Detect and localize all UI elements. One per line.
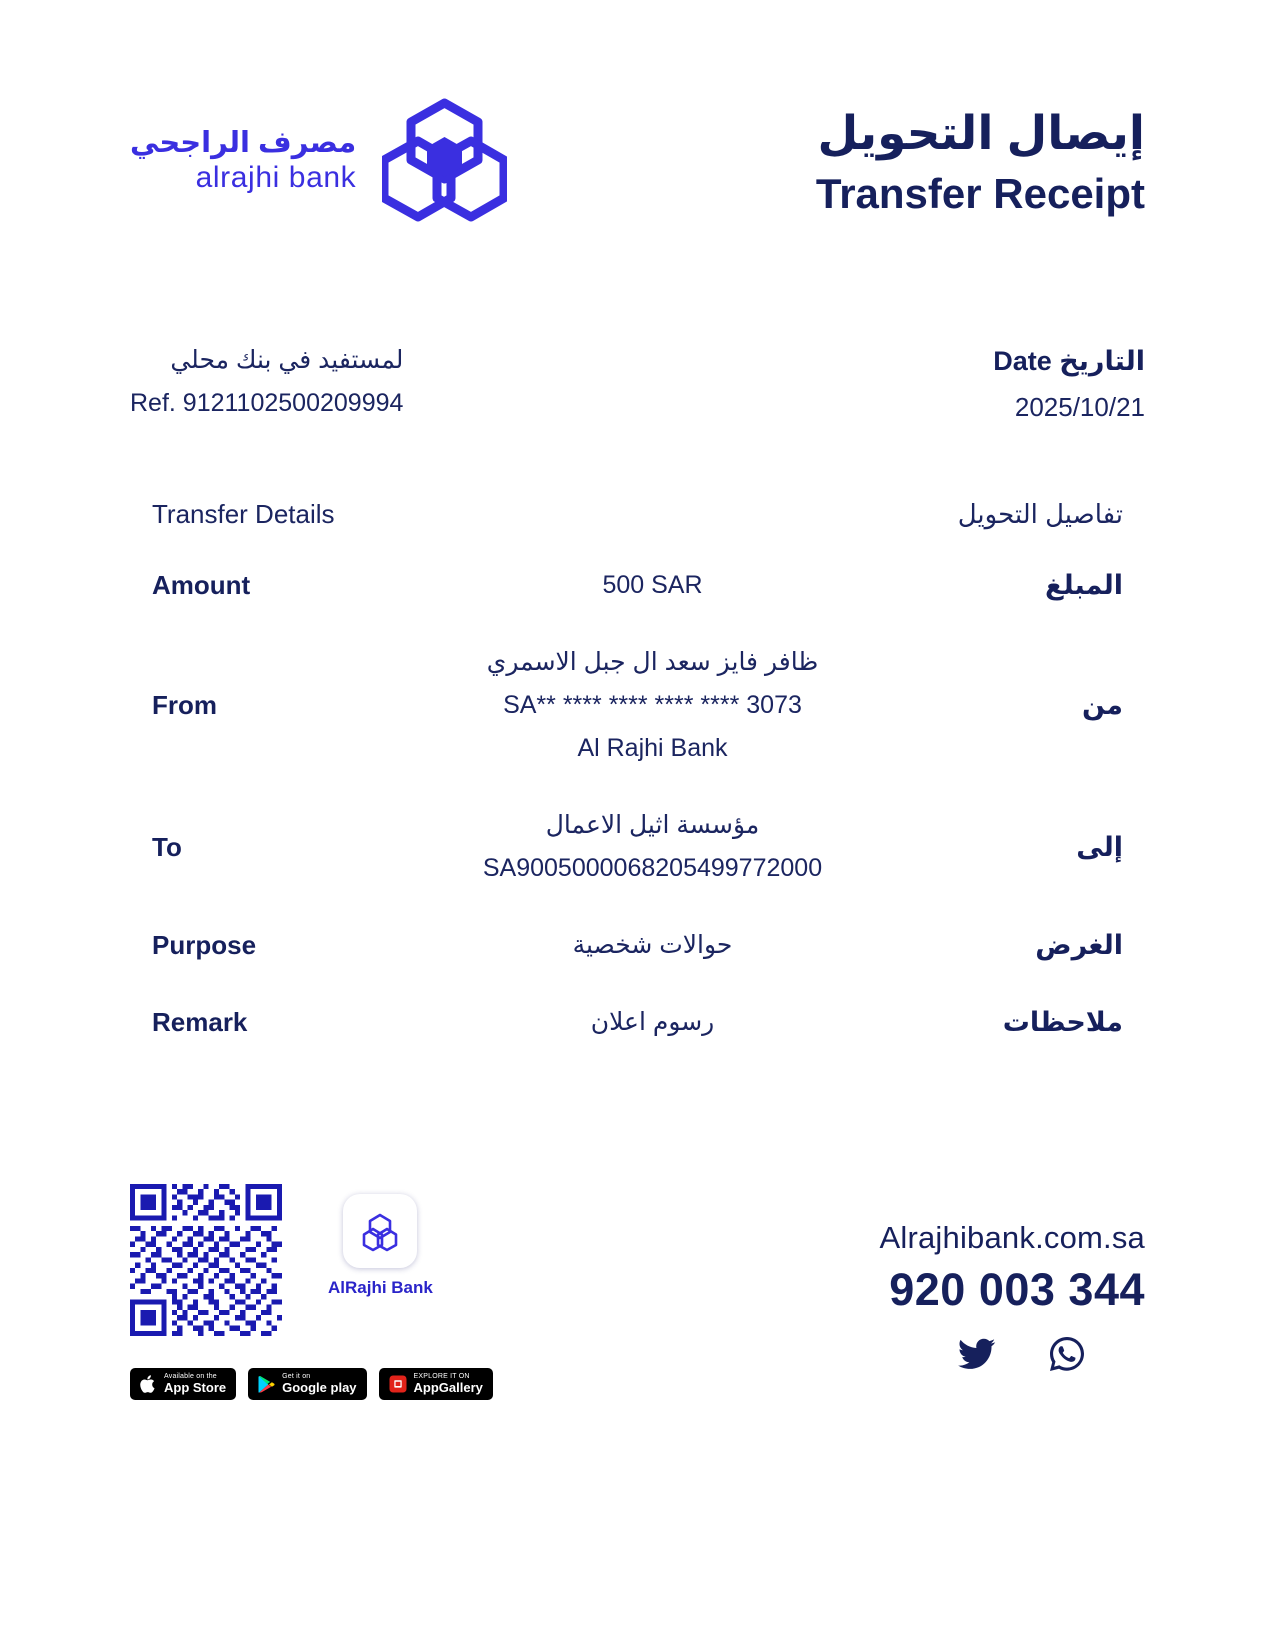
- appgallery-big: AppGallery: [413, 1379, 483, 1395]
- receipt-header: [130, 0, 1145, 227]
- detail-label-ar: الغرض: [1035, 930, 1123, 961]
- appgallery-small: EXPLORE IT ON: [413, 1373, 470, 1381]
- details-title-arabic: تفاصيل التحويل: [957, 499, 1123, 530]
- apple-icon: [140, 1374, 157, 1394]
- date-label: [993, 339, 1145, 385]
- detail-label-ar: ملاحظات: [1002, 1007, 1123, 1038]
- detail-value-line: 500 SAR: [602, 571, 703, 600]
- detail-row-amount: [130, 564, 1145, 607]
- appgallery-text: [414, 1373, 483, 1395]
- detail-label-en: From: [152, 690, 217, 721]
- app-download-block: [328, 1184, 433, 1298]
- page-title-english: Transfer Receipt: [815, 170, 1145, 218]
- alrajhi-app-icon[interactable]: [343, 1194, 417, 1268]
- beneficiary-note: لمستفيد في بنك محلي: [170, 346, 404, 374]
- store-badges: [130, 1368, 493, 1400]
- app-store-small: Available on the: [164, 1373, 217, 1381]
- page-title-arabic: إيصال التحويل: [817, 106, 1145, 159]
- detail-value-line: SA** **** **** **** **** 3073: [503, 691, 802, 720]
- app-name-label: AlRajhi Bank: [328, 1278, 433, 1297]
- detail-label-ar: من: [1081, 690, 1123, 721]
- google-play-big: Google play: [282, 1379, 357, 1395]
- detail-row-from: [130, 641, 1145, 770]
- app-store-text: [164, 1373, 226, 1395]
- detail-label-ar: إلى: [1076, 831, 1123, 862]
- alrajhi-logo-icon: [382, 95, 507, 227]
- contact-phone: 920 003 344: [889, 1264, 1145, 1315]
- bank-brand: [130, 95, 507, 227]
- date-label-arabic: التاريخ: [1059, 346, 1145, 376]
- detail-value: [382, 804, 923, 890]
- detail-label-en: Amount: [152, 570, 251, 601]
- footer-left: [130, 1184, 493, 1400]
- detail-value-line: مؤسسة اثيل الاعمال: [545, 811, 760, 840]
- detail-row-to: [130, 804, 1145, 890]
- qr-and-app: [130, 1184, 493, 1336]
- meta-right: [993, 339, 1145, 429]
- detail-value-line: حوالات شخصية: [572, 931, 733, 960]
- detail-row-remark: [130, 1001, 1145, 1044]
- detail-value-line: رسوم اعلان: [590, 1008, 715, 1037]
- app-store-big: App Store: [164, 1379, 227, 1395]
- detail-value-line: SA9005000068205499772000: [482, 854, 823, 883]
- google-play-badge[interactable]: [248, 1368, 366, 1400]
- app-store-badge[interactable]: [130, 1368, 236, 1400]
- detail-label-en: Purpose: [152, 930, 257, 961]
- qr-code-icon[interactable]: [130, 1184, 282, 1336]
- google-play-icon: [258, 1375, 275, 1394]
- date-value: 2025/10/21: [1014, 391, 1145, 422]
- bank-name-english: alrajhi bank: [195, 161, 357, 195]
- appgallery-badge[interactable]: [379, 1368, 493, 1400]
- detail-value: [382, 564, 923, 607]
- details-title-english: Transfer Details: [152, 499, 335, 530]
- detail-value: [382, 641, 923, 770]
- google-play-text: [282, 1373, 356, 1395]
- detail-value-line: ظافر فايز سعد ال جبل الاسمري: [486, 648, 819, 677]
- detail-label-en: Remark: [152, 1007, 248, 1038]
- social-links: [880, 1334, 1146, 1374]
- meta-left: [130, 339, 403, 424]
- detail-value-line: Al Rajhi Bank: [577, 734, 728, 763]
- footer-right: [880, 1184, 1146, 1374]
- date-label-english: Date: [993, 346, 1052, 376]
- receipt-meta: [130, 339, 1145, 429]
- transfer-details: [130, 499, 1145, 1044]
- google-play-small: Get it on: [282, 1373, 311, 1381]
- detail-label-ar: المبلغ: [1045, 570, 1123, 601]
- detail-row-purpose: [130, 924, 1145, 967]
- twitter-icon[interactable]: [957, 1334, 997, 1374]
- appgallery-icon: [389, 1375, 407, 1393]
- detail-value: [382, 924, 923, 967]
- whatsapp-icon[interactable]: [1047, 1334, 1087, 1374]
- receipt-footer: [130, 1184, 1145, 1400]
- detail-label-en: To: [152, 831, 182, 862]
- detail-value: [382, 1001, 923, 1044]
- website-link[interactable]: Alrajhibank.com.sa: [879, 1220, 1145, 1255]
- page-title: [816, 95, 1145, 222]
- bank-name-arabic: مصرف الراجحي: [130, 127, 357, 160]
- reference-number: Ref. 9121102500209994: [130, 388, 404, 417]
- bank-brand-text: [130, 126, 356, 196]
- transfer-details-heading: [130, 499, 1145, 530]
